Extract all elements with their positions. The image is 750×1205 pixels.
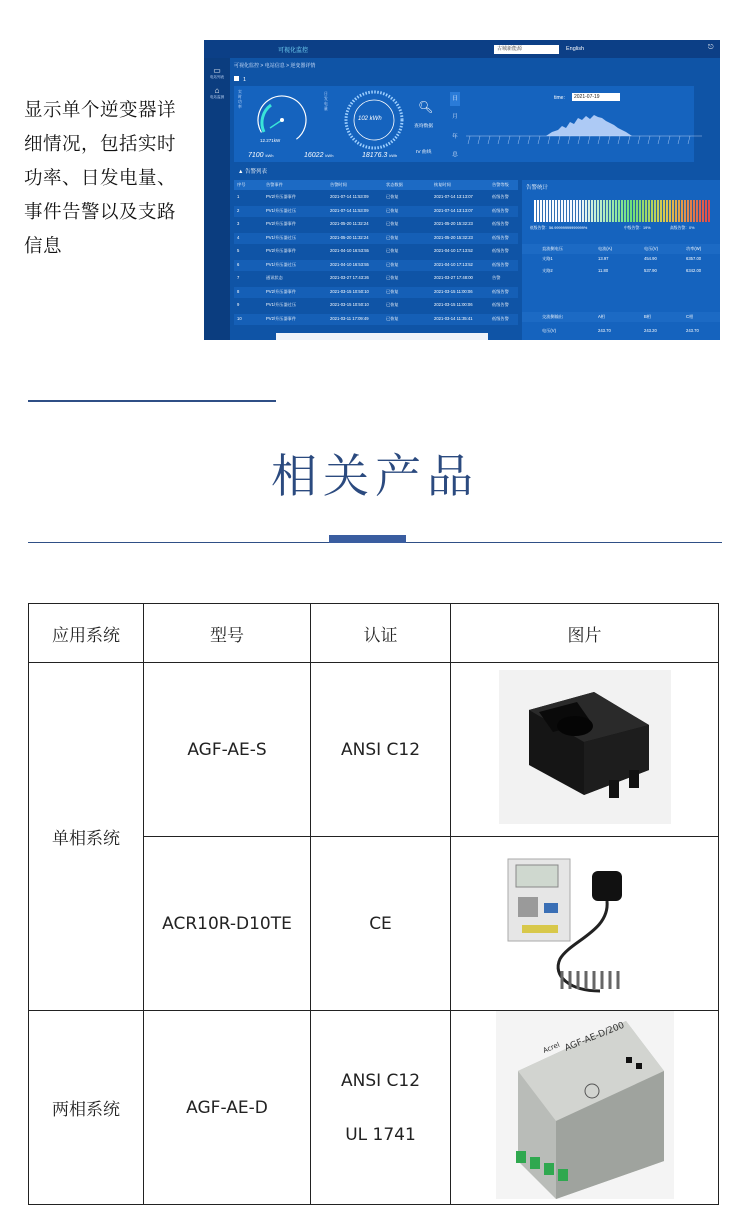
- exit-icon[interactable]: ⎋: [708, 44, 714, 51]
- alarm-row[interactable]: [234, 287, 518, 299]
- stat-cell: B相: [644, 314, 651, 319]
- gauge-left-caption: 实 时 功 率: [238, 90, 242, 109]
- table-row: [29, 663, 719, 837]
- stat-mid: 中级告警：19%: [624, 226, 651, 230]
- alarm-cell: 低级告警: [492, 261, 509, 267]
- table-row: [29, 1011, 719, 1205]
- gauge-right-caption: 日 发 电 量: [324, 92, 328, 111]
- stat-cell: 功率(W): [686, 246, 702, 251]
- pagination[interactable]: [276, 333, 488, 340]
- alarm-cell: 1: [237, 194, 240, 199]
- device-tab[interactable]: [234, 76, 246, 83]
- sidebar-item-station-monitor[interactable]: [206, 86, 228, 100]
- stat-cell: 243.70: [686, 328, 699, 333]
- ac-row: [522, 326, 720, 336]
- tab-year[interactable]: 年: [452, 134, 458, 140]
- time-label: time:: [554, 95, 565, 101]
- alarm-cell: 2021-04-10 16:53:55: [330, 261, 369, 267]
- query-data-button[interactable]: 查询数据: [414, 124, 434, 129]
- alarm-cell: 4: [237, 234, 240, 240]
- branch-row: [522, 266, 720, 277]
- stat-cell: 电压(V): [542, 328, 556, 333]
- branch-header: [522, 244, 720, 254]
- alarm-cell: 2021-05-20 15:32:23: [434, 221, 473, 226]
- kpi-3: [362, 152, 397, 159]
- col-header: 告警事件: [266, 182, 283, 187]
- alarm-cell: 2021-07-14 13:13:07: [434, 194, 473, 199]
- alarm-cell: 已恢复: [386, 302, 399, 307]
- alarm-cell: 2021-03-11 17:09:49: [330, 315, 369, 321]
- model-cell: AGF-AE-S: [144, 663, 311, 837]
- stat-cell: 243.20: [644, 328, 657, 333]
- alarm-cell: 2021-07-14 13:13:07: [434, 207, 473, 213]
- kpi-1: [248, 152, 274, 159]
- sidebar-item-station-list[interactable]: [206, 66, 228, 80]
- cert-cell: [311, 1011, 451, 1205]
- alarm-cell: 已恢复: [386, 248, 399, 253]
- col-header: 告警等级: [492, 182, 509, 187]
- alarm-row[interactable]: [234, 273, 518, 285]
- save-icon: [234, 76, 239, 81]
- alarm-cell: 已恢复: [386, 261, 399, 267]
- col-header: 恢复时间: [434, 182, 451, 187]
- alarm-cell: 低级告警: [492, 248, 509, 253]
- system-cell: 单相系统: [29, 663, 144, 1011]
- alarm-row[interactable]: [234, 260, 518, 272]
- system-cell: 两相系统: [29, 1011, 144, 1205]
- alarm-cell: 2021-04-10 17:13:52: [434, 248, 473, 253]
- sidebar-label: 电站列表: [210, 75, 224, 79]
- alarm-cell: 2021-03-14 11:35:41: [434, 315, 473, 321]
- stat-cell: 6342.00: [686, 268, 702, 273]
- alarm-cell: 9: [237, 302, 240, 307]
- iv-curve-button[interactable]: IV 曲线: [416, 150, 432, 155]
- alarm-row[interactable]: [234, 246, 518, 258]
- alarm-cell: 2021-03-27 17:43:26: [330, 275, 369, 280]
- kpi-value: 16022: [304, 152, 324, 159]
- alarm-cell: 已恢复: [386, 234, 399, 240]
- image-cell: [451, 663, 719, 837]
- cert-cell: CE: [311, 837, 451, 1011]
- home-icon: ⌂: [214, 86, 220, 95]
- alarm-cell: PV2/升压器事件: [266, 315, 297, 321]
- section-heading: 相关产品: [271, 449, 479, 503]
- agf-ae-s-product-image: [499, 670, 671, 824]
- alarm-cell: 2021-07-14 11:53:09: [330, 207, 369, 213]
- alarm-stat-stripes: [534, 200, 710, 222]
- description-text: 显示单个逆变器详细情况，包括实时功率、日发电量、事件告警以及支路信息: [24, 100, 177, 257]
- acr10r-product-image: [500, 841, 670, 1001]
- alarm-row[interactable]: [234, 192, 518, 204]
- alarm-cell: 2021-03-15 10:50:10: [330, 288, 369, 294]
- site-select[interactable]: 古城新能源: [494, 45, 559, 54]
- alarm-cell: 2021-04-10 17:13:52: [434, 261, 473, 267]
- alarm-cell: PV2/升压器事件: [266, 221, 297, 226]
- stat-cell: 支路2: [542, 268, 553, 273]
- branch-body: [522, 254, 720, 278]
- warning-icon: ▲: [238, 169, 244, 175]
- cert-cell: ANSI C12: [311, 663, 451, 837]
- alarm-row[interactable]: [234, 233, 518, 245]
- kpi-unit: kWh: [325, 153, 334, 158]
- gauge-power-value: 12.271kW: [260, 138, 281, 143]
- kpi-unit: kWh: [265, 153, 274, 158]
- alarm-cell: PV1/升压器过压: [266, 261, 297, 267]
- breadcrumb: 可视化监控 > 电站信息 > 逆变器详情: [234, 63, 316, 69]
- col-system: 应用系统: [29, 604, 144, 663]
- image-cell: [451, 837, 719, 1011]
- stat-cell: 支路1: [542, 256, 553, 261]
- alarm-title-text: 告警列表: [244, 169, 267, 175]
- device-label: AGF-AE-D/200: [562, 1020, 626, 1054]
- tab-month[interactable]: 月: [452, 114, 458, 120]
- alarm-cell: 2021-03-15 11:00:06: [434, 288, 473, 294]
- divider-top: [28, 400, 276, 402]
- stat-cell: C相: [686, 314, 694, 319]
- alarm-cell: 10: [237, 315, 242, 321]
- alarm-cell: 2021-07-14 11:53:09: [330, 194, 369, 199]
- col-model: 型号: [144, 604, 311, 663]
- search-data-icon[interactable]: 🔍︎: [418, 100, 434, 114]
- alarm-cell: 2021-05-20 15:32:23: [434, 234, 473, 240]
- alarm-cell: 8: [237, 288, 240, 294]
- model-cell: AGF-AE-D: [144, 1011, 311, 1205]
- alarm-cell: 已恢复: [386, 275, 399, 280]
- alarm-cell: PV2/升压器事件: [266, 248, 297, 253]
- stat-cell: 交流侧输出: [542, 314, 563, 319]
- language-switch[interactable]: English: [566, 46, 585, 52]
- alarm-cell: 低级告警: [492, 234, 509, 240]
- alarm-cell: 6: [237, 261, 240, 267]
- alarm-cell: 通讯状态: [266, 275, 283, 280]
- alarm-cell: 告警: [492, 275, 501, 280]
- kpi-2: [304, 152, 333, 159]
- stat-cell: 243.70: [598, 328, 611, 333]
- alarm-cell: 2021-05-20 11:32:24: [330, 234, 369, 240]
- kpi-value: 18176.3: [362, 152, 388, 159]
- agf-ae-d-product-image: [496, 1011, 674, 1199]
- image-cell: [451, 1011, 719, 1205]
- app-title: 可视化监控: [278, 48, 309, 54]
- table-header-row: [29, 604, 719, 663]
- branch-row: [522, 254, 720, 265]
- cert-line: UL 1741: [345, 1124, 416, 1145]
- alarm-row[interactable]: [234, 206, 518, 218]
- alarm-cell: PV1/升压器过压: [266, 302, 297, 307]
- product-table: [28, 603, 719, 1205]
- top-bar: [204, 40, 720, 58]
- stat-cell: 13.97: [598, 256, 609, 261]
- model-cell: ACR10R-D10TE: [144, 837, 311, 1011]
- alarm-cell: 2021-05-20 11:32:24: [330, 221, 369, 226]
- alarm-cell: 低级告警: [492, 288, 509, 294]
- stat-cell: 电压(V): [644, 246, 658, 251]
- alarm-row[interactable]: [234, 314, 518, 326]
- col-header: 状态数据: [386, 182, 403, 187]
- sidebar-label: 电站监测: [210, 95, 224, 99]
- divider-accent: [329, 535, 406, 543]
- alarm-table-header: [234, 180, 518, 190]
- ac-header: [522, 312, 720, 322]
- alarm-cell: PV1/升压器过压: [266, 234, 297, 240]
- tab-total[interactable]: 总: [452, 152, 458, 158]
- alarm-cell: 5: [237, 248, 240, 253]
- col-header: 告警时间: [330, 182, 347, 187]
- alarm-cell: 2021-03-15 10:50:10: [330, 302, 369, 307]
- stat-cell: 11.80: [598, 268, 609, 273]
- col-image: 图片: [451, 604, 719, 663]
- stat-cell: A相: [598, 314, 605, 319]
- alarm-cell: 低级告警: [492, 194, 509, 199]
- stat-cell: 454.90: [644, 256, 657, 261]
- stat-cell: 直流侧电压: [542, 246, 563, 251]
- alarm-row[interactable]: [234, 300, 518, 312]
- alarm-cell: 已恢复: [386, 221, 399, 226]
- alarm-cell: PV1/升压器过压: [266, 207, 297, 213]
- time-input[interactable]: 2021-07-19: [572, 93, 620, 101]
- alarm-list-title: [238, 167, 267, 175]
- alarm-cell: 低级告警: [492, 315, 509, 321]
- col-cert: 认证: [311, 604, 451, 663]
- col-header: 序号: [237, 182, 246, 187]
- alarm-cell: 2021-03-15 11:00:06: [434, 302, 473, 307]
- alarm-row[interactable]: [234, 219, 518, 231]
- cert-line: ANSI C12: [340, 1070, 421, 1091]
- alarm-cell: 低级告警: [492, 207, 509, 213]
- alarm-cell: 已恢复: [386, 315, 399, 321]
- sidebar: [204, 58, 230, 340]
- monitor-screenshot: [204, 40, 720, 340]
- alarm-table-body: [234, 192, 518, 330]
- kpi-value: 7100: [248, 152, 264, 159]
- alarm-cell: 2021-04-10 16:53:55: [330, 248, 369, 253]
- stat-cell: 537.90: [644, 268, 657, 273]
- monitor-icon: ▭: [213, 66, 221, 75]
- alarm-cell: 已恢复: [386, 207, 399, 213]
- day-energy-value: 102 kWh: [358, 116, 382, 122]
- alarm-cell: 低级告警: [492, 302, 509, 307]
- stat-cell: 电流(A): [598, 246, 612, 251]
- alarm-cell: 3: [237, 221, 240, 226]
- stat-cell: 6357.00: [686, 256, 702, 261]
- device-brand: Acrel: [541, 1040, 561, 1055]
- power-curve-chart: [466, 106, 706, 150]
- stat-high: 高级告警：0%: [670, 226, 695, 230]
- alarm-cell: 低级告警: [492, 221, 509, 226]
- alarm-cell: 7: [237, 275, 240, 280]
- alarm-cell: 已恢复: [386, 194, 399, 199]
- alarm-cell: 2021-03-27 17:48:00: [434, 275, 473, 280]
- stats-title: 告警统计: [526, 185, 549, 191]
- alarm-cell: 已恢复: [386, 288, 399, 294]
- alarm-cell: 2: [237, 207, 240, 213]
- kpi-unit: kWh: [389, 153, 398, 158]
- device-tab-label: 1: [243, 77, 247, 83]
- alarm-cell: PV2/升压器事件: [266, 288, 297, 294]
- stat-low: 低级告警：56.99999999999999%: [530, 226, 588, 230]
- tab-day[interactable]: 日: [450, 92, 460, 106]
- alarm-cell: PV2/升压器事件: [266, 194, 297, 199]
